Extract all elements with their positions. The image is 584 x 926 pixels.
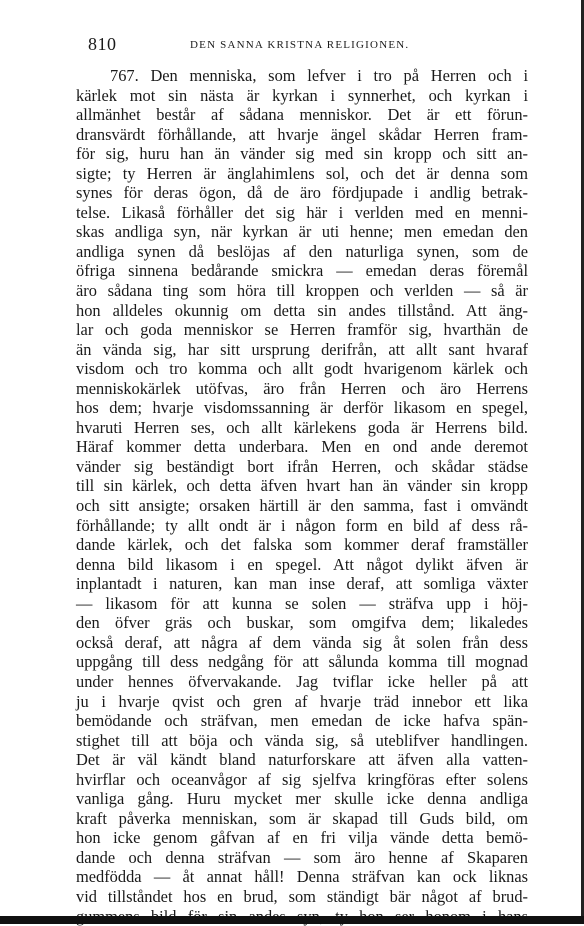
text-line: hon alldeles okunnig om detta sin andes tillstånd. Att äng- — [76, 300, 528, 320]
text-line: dande och denna sträfvan — som äro henne af Skaparen — [76, 847, 528, 867]
text-line: hos dem; hvarje visdomssanning är derför likasom en spegel, — [76, 398, 528, 418]
text-line: dande kärlek, och det falska som kommer deraf framställer — [76, 535, 528, 555]
text-line: sigte; ty Herren är änglahimlens sol, och det är denna som — [76, 163, 528, 183]
text-line: synes för deras ögon, då de äro fördjupade i andlig betrak- — [76, 183, 528, 203]
text-line: visdom och tro komma och allt godt hvarigenom kärlek och — [76, 359, 528, 379]
text-line: — likasom för att kunna se solen — sträfva upp i höj- — [76, 593, 528, 613]
text-line: vanliga gång. Huru mycket mer skulle icke denna andliga — [76, 789, 528, 809]
text-line: vänder sig beständigt bort ifrån Herren, och skådar städse — [76, 456, 528, 476]
text-line: hvaruti Herren ses, och allt kärlekens goda är Herrens bild. — [76, 417, 528, 437]
text-line: 767. Den menniska, som lefver i tro på Herren och i — [110, 66, 528, 85]
text-line: medfödda — åt annat håll! Denna sträfvan kan ock liknas — [76, 867, 528, 887]
text-line: för sig, huru han än vänder sig med sin kropp och sitt an- — [76, 144, 528, 164]
text-line: allmänhet består af sådana menniskor. Det är ett förun- — [76, 105, 528, 125]
page-header — [88, 34, 528, 58]
page-edge-bottom — [0, 916, 584, 924]
text-line: kärlek mot sin nästa är kyrkan i synnerhet, och kyrkan i — [76, 85, 528, 105]
text-line: hon icke genom gåfvan af en fri vilja vände detta bemö- — [76, 828, 528, 848]
text-line: öfriga sinnena bedårande smickra — emedan deras föremål — [76, 261, 528, 281]
page-number: 810 — [88, 34, 117, 54]
text-line: lar och goda menniskor se Herren framför sig, hvarthän de — [76, 320, 528, 340]
text-line: Det är väl kändt bland naturforskare att äfven alla vatten- — [76, 750, 528, 770]
text-line: dransvärdt förhållande, att hvarje ängel skådar Herren fram- — [76, 124, 528, 144]
text-line: än vända sig, har sitt ursprung derifrån, att allt sant hvaraf — [76, 339, 528, 359]
text-line: inplantadt i naturen, kan man inse deraf, att somliga växter — [76, 574, 528, 594]
text-line: bemödande och sträfvan, men emedan de icke hafva spän- — [76, 711, 528, 731]
text-line: hvirflar och oceanvågor af sig sjelfva kringföras efter solens — [76, 769, 528, 789]
text-line: telse. Likaså förhåller det sig här i verlden med en menni- — [76, 202, 528, 222]
text-line: uppgång till dess nedgång för att sålunda komma till mognad — [76, 652, 528, 672]
text-line: förhållande; ty allt ondt är i någon form en bild af dess rå- — [76, 515, 528, 535]
running-title: DEN SANNA KRISTNA RELIGIONEN. — [190, 39, 410, 51]
text-line: vid tillståndet hos en brud, som ständigt bär något af brud- — [76, 886, 528, 906]
text-line: också deraf, att några af dem vända sig åt solen från dess — [76, 632, 528, 652]
text-line: Häraf kommer detta underbara. Men en ond ande deremot — [76, 437, 528, 457]
body-text — [76, 66, 528, 926]
text-line: kraft påverka menniskan, som är skapad till Guds bild, om — [76, 808, 528, 828]
text-line: menniskokärlek utöfvas, äro från Herren och äro Herrens — [76, 378, 528, 398]
text-line: ju i hvarje qvist och gren af hvarje träd innebor ett lika — [76, 691, 528, 711]
text-line: denna bild likasom i en spegel. Att något dylikt äfven är — [76, 554, 528, 574]
text-line: den öfver gräs och buskar, som omgifva dem; likaledes — [76, 613, 528, 633]
text-line: under hennes öfvervakande. Jag tviflar icke heller på att — [76, 671, 528, 691]
text-line: äro sådana ting som höra till kroppen och verlden — så är — [76, 281, 528, 301]
text-line: och sitt ansigte; orsaken härtill är den samma, fast i omvändt — [76, 496, 528, 516]
text-line: andliga synen då beslöjas af den naturliga synen, som de — [76, 241, 528, 261]
text-line: skas andliga syn, när kyrkan är uti henne; men emedan den — [76, 222, 528, 242]
text-line: till sin kärlek, och detta äfven hvart han än vänder sin kropp — [76, 476, 528, 496]
text-line: stighet till att böja och vända sig, så uteblifver handlingen. — [76, 730, 528, 750]
